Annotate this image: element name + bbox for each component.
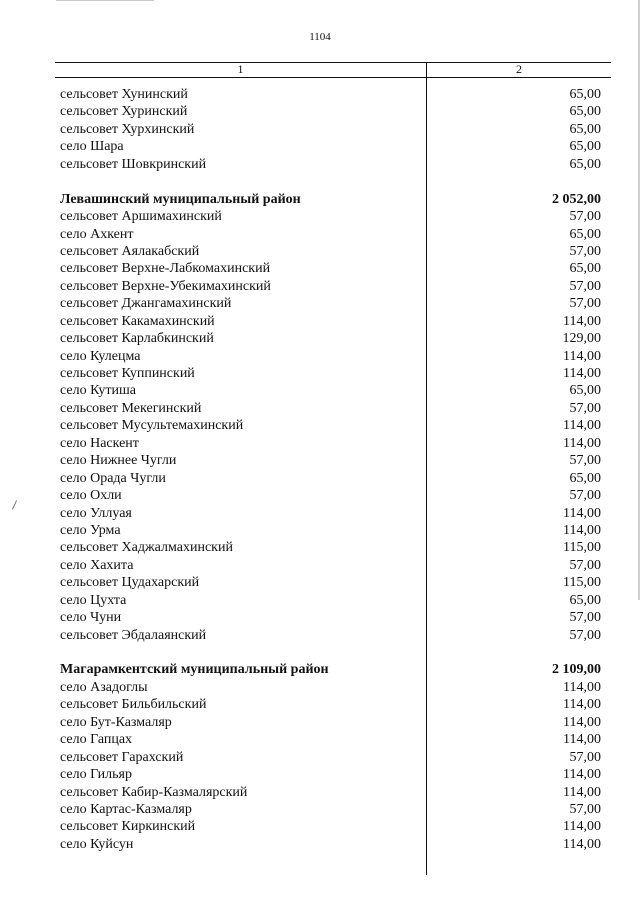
settlement-value: 129,00 bbox=[562, 331, 601, 347]
settlement-value: 57,00 bbox=[569, 243, 601, 259]
settlement-name: село Шара bbox=[60, 139, 124, 155]
settlement-name: сельсовет Аялакабский bbox=[60, 243, 200, 259]
settlement-name: сельсовет Верхне-Убекимахинский bbox=[60, 278, 271, 294]
settlement-name: село Хахита bbox=[60, 557, 134, 573]
settlement-name: село Картас-Казмаляр bbox=[60, 801, 192, 817]
settlement-name: сельсовет Какамахинский bbox=[60, 313, 215, 329]
page-number: 1104 bbox=[309, 31, 331, 43]
settlement-value: 115,00 bbox=[563, 575, 601, 591]
settlement-name: село Азадоглы bbox=[60, 679, 148, 695]
settlement-name: село Кутиша bbox=[60, 383, 136, 399]
settlement-name: сельсовет Хурхинский bbox=[60, 121, 195, 137]
settlement-value: 65,00 bbox=[569, 383, 601, 399]
settlement-name: село Чуни bbox=[60, 610, 122, 626]
table-row bbox=[55, 609, 611, 626]
settlement-name: сельсовет Джангамахинский bbox=[60, 296, 232, 312]
district-total: 2 052,00 bbox=[552, 191, 601, 207]
settlement-name: сельсовет Мусультемахинский bbox=[60, 418, 244, 434]
settlement-name: сельсовет Хаджалмахинский bbox=[60, 540, 233, 556]
settlement-value: 114,00 bbox=[563, 784, 601, 800]
settlement-name: село Нижнее Чугли bbox=[60, 453, 177, 469]
settlement-value: 114,00 bbox=[563, 435, 601, 451]
settlement-value: 57,00 bbox=[569, 749, 601, 765]
settlement-value: 114,00 bbox=[563, 313, 601, 329]
table-header-row bbox=[55, 62, 611, 78]
column-header-2: 2 bbox=[516, 62, 522, 76]
settlement-name: село Цухта bbox=[60, 592, 127, 608]
settlement-name: село Урма bbox=[60, 522, 121, 538]
table-row bbox=[55, 749, 611, 766]
settlement-name: сельсовет Кабир-Казмалярский bbox=[60, 784, 248, 800]
settlement-value: 57,00 bbox=[569, 209, 601, 225]
group-spacer bbox=[55, 173, 611, 190]
table-row bbox=[55, 435, 611, 452]
settlement-name: сельсовет Хуринский bbox=[60, 104, 188, 120]
settlement-value: 114,00 bbox=[563, 418, 601, 434]
table-row bbox=[55, 766, 611, 783]
table-row bbox=[55, 801, 611, 818]
settlement-value: 114,00 bbox=[563, 714, 601, 730]
settlement-value: 115,00 bbox=[563, 540, 601, 556]
settlement-value: 57,00 bbox=[569, 488, 601, 504]
settlement-value: 65,00 bbox=[569, 104, 601, 120]
allocation-table bbox=[55, 62, 611, 853]
table-row bbox=[55, 505, 611, 522]
settlement-name: сельсовет Бильбильский bbox=[60, 697, 207, 713]
column-divider bbox=[426, 78, 427, 875]
table-row bbox=[55, 86, 611, 103]
district-name: Левашинский муниципальный район bbox=[60, 191, 301, 207]
settlement-name: село Кулецма bbox=[60, 348, 141, 364]
table-row bbox=[55, 452, 611, 469]
group-spacer bbox=[55, 644, 611, 661]
table-row bbox=[55, 836, 611, 853]
settlement-value: 114,00 bbox=[563, 836, 601, 852]
table-row bbox=[55, 731, 611, 748]
table-row bbox=[55, 278, 611, 295]
table-row bbox=[55, 557, 611, 574]
settlement-value: 114,00 bbox=[563, 697, 601, 713]
district-row bbox=[55, 661, 611, 678]
settlement-name: сельсовет Цудахарский bbox=[60, 575, 200, 591]
column-header-1: 1 bbox=[55, 63, 427, 77]
settlement-name: село Куйсун bbox=[60, 836, 134, 852]
district-row bbox=[55, 191, 611, 208]
settlement-name: сельсовет Аршимахинский bbox=[60, 209, 222, 225]
scan-mark bbox=[12, 500, 17, 509]
settlement-name: село Орада Чугли bbox=[60, 470, 166, 486]
table-row bbox=[55, 365, 611, 382]
table-row bbox=[55, 487, 611, 504]
settlement-name: сельсовет Шовкринский bbox=[60, 156, 207, 172]
settlement-name: село Гапцах bbox=[60, 732, 133, 748]
settlement-value: 65,00 bbox=[569, 261, 601, 277]
table-row bbox=[55, 382, 611, 399]
table-row bbox=[55, 417, 611, 434]
settlement-value: 57,00 bbox=[569, 296, 601, 312]
settlement-value: 57,00 bbox=[569, 610, 601, 626]
table-row bbox=[55, 226, 611, 243]
settlement-value: 65,00 bbox=[569, 226, 601, 242]
table-row bbox=[55, 330, 611, 347]
table-row bbox=[55, 260, 611, 277]
settlement-value: 57,00 bbox=[569, 278, 601, 294]
district-total: 2 109,00 bbox=[552, 662, 601, 678]
settlement-value: 114,00 bbox=[563, 522, 601, 538]
table-row bbox=[55, 696, 611, 713]
settlement-name: сельсовет Мекегинский bbox=[60, 400, 202, 416]
settlement-name: село Охли bbox=[60, 488, 122, 504]
table-row bbox=[55, 714, 611, 731]
settlement-name: сельсовет Верхне-Лабкомахинский bbox=[60, 261, 271, 277]
table-row bbox=[55, 592, 611, 609]
settlement-value: 114,00 bbox=[563, 366, 601, 381]
table-row bbox=[55, 522, 611, 539]
table-row bbox=[55, 470, 611, 487]
scan-top-rule bbox=[56, 0, 154, 1]
settlement-value: 57,00 bbox=[569, 453, 601, 469]
settlement-name: сельсовет Киркинский bbox=[60, 819, 196, 835]
table-row bbox=[55, 400, 611, 417]
settlement-name: сельсовет Карлабкинский bbox=[60, 331, 214, 347]
settlement-name: сельсовет Хунинский bbox=[60, 87, 188, 102]
settlement-name: село Уллуая bbox=[60, 505, 132, 521]
settlement-value: 65,00 bbox=[569, 139, 601, 155]
table-row bbox=[55, 156, 611, 173]
table-body bbox=[55, 78, 611, 853]
settlement-value: 114,00 bbox=[563, 732, 601, 748]
table-row bbox=[55, 313, 611, 330]
settlement-value: 65,00 bbox=[569, 470, 601, 486]
settlement-value: 114,00 bbox=[563, 505, 601, 521]
settlement-name: село Наскент bbox=[60, 435, 139, 451]
table-row bbox=[55, 243, 611, 260]
settlement-name: сельсовет Эбдалаянский bbox=[60, 627, 207, 643]
settlement-value: 114,00 bbox=[563, 819, 601, 835]
table-row bbox=[55, 818, 611, 835]
table-row bbox=[55, 679, 611, 696]
settlement-value: 65,00 bbox=[569, 156, 601, 172]
table-row bbox=[55, 539, 611, 556]
settlement-value: 65,00 bbox=[569, 592, 601, 608]
settlement-value: 65,00 bbox=[569, 121, 601, 137]
table-row bbox=[55, 121, 611, 138]
settlement-name: село Гильяр bbox=[60, 767, 132, 783]
table-row bbox=[55, 138, 611, 155]
table-row bbox=[55, 574, 611, 591]
settlement-value: 114,00 bbox=[563, 679, 601, 695]
settlement-value: 114,00 bbox=[563, 348, 601, 364]
settlement-name: сельсовет Куппинский bbox=[60, 366, 195, 381]
settlement-value: 57,00 bbox=[569, 627, 601, 643]
settlement-name: село Бут-Казмаляр bbox=[60, 714, 172, 730]
settlement-value: 114,00 bbox=[563, 767, 601, 783]
table-row bbox=[55, 295, 611, 312]
settlement-value: 65,00 bbox=[569, 87, 601, 102]
settlement-value: 57,00 bbox=[569, 400, 601, 416]
table-row bbox=[55, 348, 611, 365]
table-row bbox=[55, 208, 611, 225]
table-row bbox=[55, 103, 611, 120]
settlement-value: 57,00 bbox=[569, 801, 601, 817]
table-row bbox=[55, 784, 611, 801]
table-row bbox=[55, 627, 611, 644]
settlement-name: село Ахкент bbox=[60, 226, 134, 242]
settlement-name: сельсовет Гарахский bbox=[60, 749, 184, 765]
settlement-value: 57,00 bbox=[569, 557, 601, 573]
district-name: Магарамкентский муниципальный район bbox=[60, 662, 329, 678]
